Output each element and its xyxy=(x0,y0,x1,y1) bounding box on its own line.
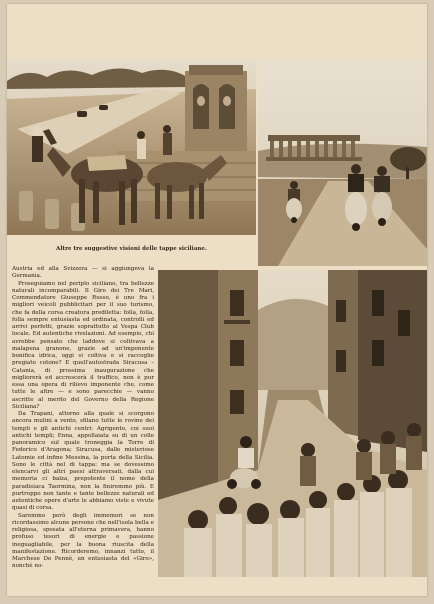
magazine-page xyxy=(7,4,427,596)
article-paragraph: Da Trapani, attorno alla quale si scorgono ancora mulini a vento, sfilano tutte le rovine dei templi e gli antichi centri: Agrigento, coi suoi antichi templi; Enna, appollaiata su di un colle panoramico sul quale troneggia la Torre di Federico d'Aragona; Siracusa, dalle misteriose Latomie ed infine Messina, la porta della Sicilia. Sono le città nel di tappa: ma se dovessimo elencarvi gli altri paesi attraversati, dalla cui memoria ci balza, prepotente il nome della paradisiaca Taormina, non la finiremmo più. E purtroppo non tante e tante bellezze naturali ed autentiche opere d'arte le abbiamo viste e vivute quasi di corsa. xyxy=(12,411,154,512)
article-text xyxy=(12,266,154,571)
article-paragraph: Austria ed alla Svizzera — si aggiungeva la Germania. xyxy=(12,266,154,280)
photo-temple-scooters-image xyxy=(258,59,427,266)
photo-village-street-crowd xyxy=(158,270,427,577)
photo-donkeys-fountain-image xyxy=(7,59,256,235)
photo-village-street-crowd-image xyxy=(158,270,427,577)
photo-temple-scooters xyxy=(258,59,427,266)
article-paragraph: Proseguiamo nel periplo siciliano, tra bellezze naturali incomparabili. Il Giro dei Tre Mari, Commendatore Giuseppe Russo, è uno fra i migliori veicoli pubblicitari per il suo turismo, che fa della corsa creatura prediletta: folla, folla, folla sempre entusiasta ed ordinata, controlli ed arrivi perfetti, grazie soprattutto al Vespa Club locale. Ed autentiche rivelazioni. Ad esempio, chi avrebbe pensato che laddove si coltivava a malapena granone, grazie ad un'imponente bonifica idrica, oggi si coltiva e si raccoglie pregiato cotone? E quell'autostrada Siracusa – Catania, di prossima inaugurazione che migliorerà ed accrescerà il traffico, non è pur essa una opera di rilievo imponente che, come tutte le altre — e sono parecchie — vanno ascritte al merito del Governo della Regione Siciliana? xyxy=(12,280,154,410)
article-paragraph: Saremmo però degli immemori se non ricordassimo alcune persone che nell'isola bella e religiosa, sposata all'eterna primavera, hanno profuso tesori di energie e passione ineguagliabile, per la buona riuscita della manifestazione. Ricorderemo, innanzi tutto, il Marchese De Pennè, un entusiasta del «Giro», nonchè no- xyxy=(12,512,154,570)
photo-donkeys-fountain xyxy=(7,59,256,235)
photo-caption: Altre tre suggestive visioni delle tappe siciliane. xyxy=(56,246,207,252)
